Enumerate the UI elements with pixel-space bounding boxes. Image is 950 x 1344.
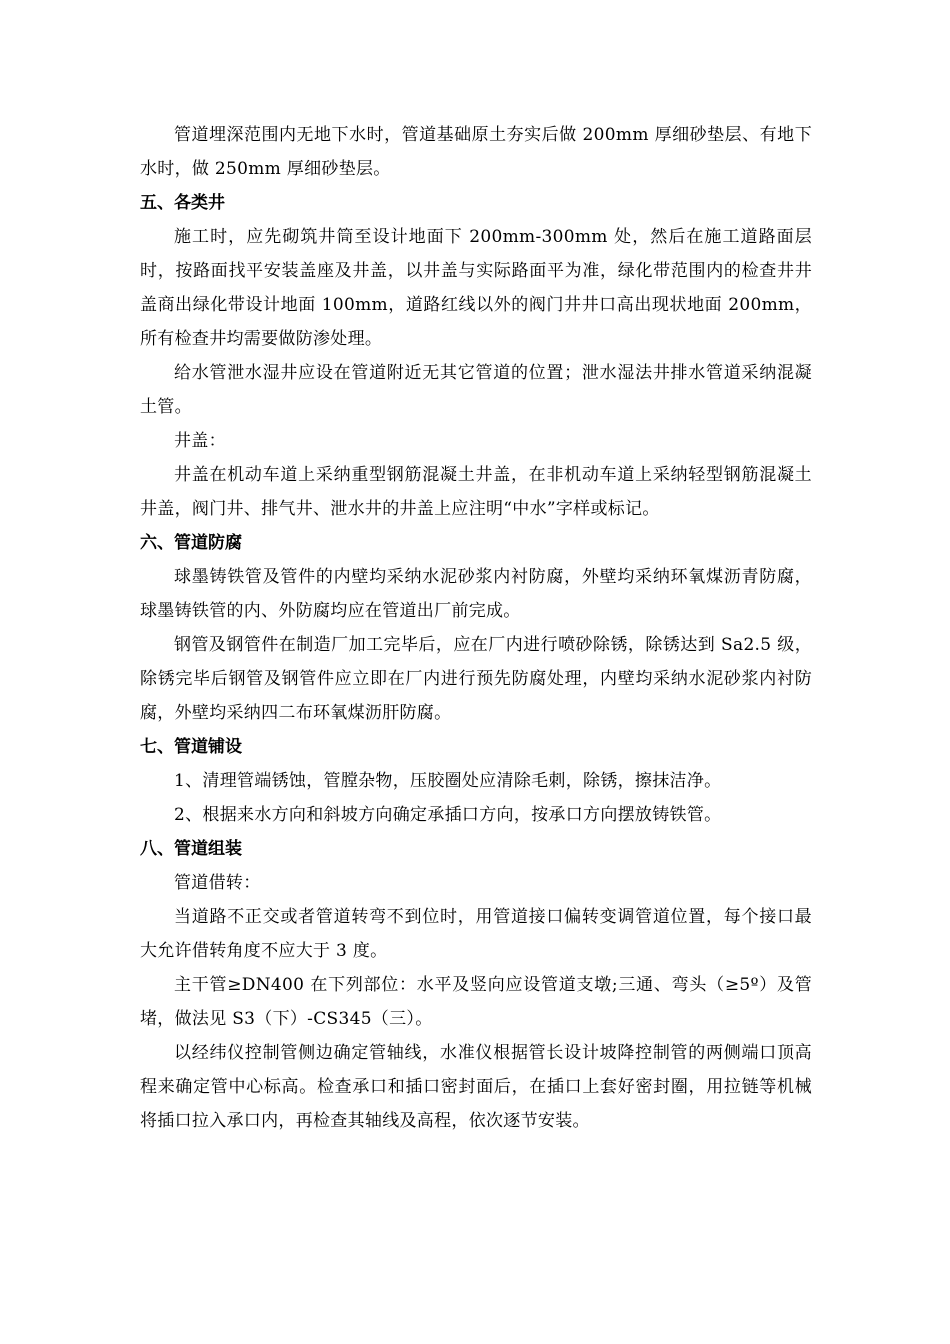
heading-pipe-laying: 七、管道铺设	[140, 737, 242, 757]
paragraph-well-cover: 井盖在机动车道上采纳重型钢筋混凝土井盖，在非机动车道上采纳轻型钢筋混凝土井盖，阀门井、排气井、泄水井的井盖上应注明“中水”字样或标记。	[140, 465, 812, 519]
paragraph-well-cover-label: 井盖：	[174, 431, 226, 451]
paragraph-steel-pipe: 钢管及钢管件在制造厂加工完毕后，应在厂内进行喷砂除锈，除锈达到 Sa2.5 级，除锈完毕后钢管及钢管件应立即在厂内进行预先防腐处理，内壁均采纳水泥砂浆内衬防腐，外壁均采纳四二布环氧煤沥肝防腐。	[140, 635, 812, 723]
paragraph-laying-step-1: 1、清理管端锈蚀，管膛杂物，压胶圈处应清除毛刺，除锈，擦抹洁净。	[174, 771, 722, 791]
paragraph-ductile-iron: 球墨铸铁管及管件的内壁均采纳水泥砂浆内衬防腐，外壁均采纳环氧煤沥青防腐，球墨铸铁管的内、外防腐均应在管道出厂前完成。	[140, 567, 812, 621]
paragraph-well-construction: 施工时，应先砌筑井筒至设计地面下 200mm-300mm 处，然后在施工道路面层时，按路面找平安装盖座及井盖，以井盖与实际路面平为准，绿化带范围内的检查井井盖商出绿化带设计地面 100mm，道路红线以外的阀门井井口高出现状地面 200mm，所有检查井均需要做防渗处理。	[140, 227, 812, 349]
paragraph-laying-step-2: 2、根据来水方向和斜坡方向确定承插口方向，按承口方向摆放铸铁管。	[174, 805, 722, 825]
paragraph-deflection-label: 管道借转：	[174, 873, 261, 893]
paragraph-main-pipe: 主干管≥DN400 在下列部位：水平及竖向应设管道支墩;三通、弯头（≥5º）及管堵，做法见 S3（下）-CS345（三）。	[140, 975, 812, 1029]
paragraph-pipe-base: 管道埋深范围内无地下水时，管道基础原土夯实后做 200mm 厚细砂垫层、有地下水时，做 250mm 厚细砂垫层。	[140, 125, 812, 179]
heading-pipe-assembly: 八、管道组装	[140, 839, 242, 859]
paragraph-deflection: 当道路不正交或者管道转弯不到位时，用管道接口偏转变调管道位置，每个接口最大允许借转角度不应大于 3 度。	[140, 907, 812, 961]
paragraph-drain-well: 给水管泄水湿井应设在管道附近无其它管道的位置；泄水湿法井排水管道采纳混凝土管。	[140, 363, 812, 417]
heading-wells: 五、各类井	[140, 193, 225, 213]
paragraph-alignment: 以经纬仪控制管侧边确定管轴线，水准仪根据管长设计坡降控制管的两侧端口顶高程来确定管中心标高。检查承口和插口密封面后，在插口上套好密封圈，用拉链等机械将插口拉入承口内，再检查其轴线及高程，依次逐节安装。	[140, 1043, 812, 1131]
document-body	[140, 118, 812, 1138]
heading-anticorrosion: 六、管道防腐	[140, 533, 242, 553]
